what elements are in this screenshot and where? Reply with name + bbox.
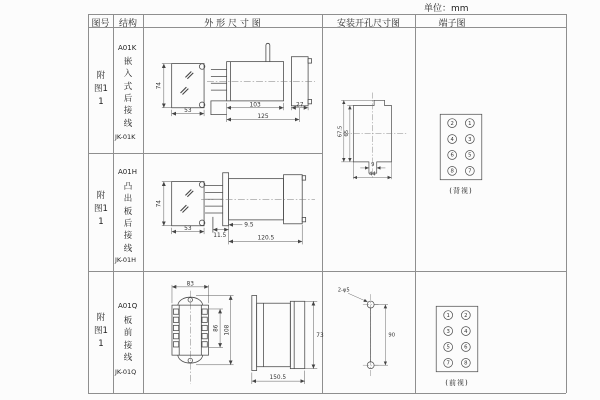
- row2-fig-no: 附图11: [94, 191, 108, 228]
- terminal-number: 3: [446, 328, 450, 335]
- row3-model: A01Q: [118, 302, 138, 310]
- terminal-number: 2: [464, 312, 468, 319]
- side-view: [207, 43, 315, 122]
- front-view: [156, 64, 204, 117]
- header-outline: 外 形 尺 寸 图: [204, 19, 261, 29]
- dim-body-length: 103: [249, 102, 261, 109]
- outline-drawing-jk01k: [148, 42, 320, 148]
- terminal-number: 6: [450, 152, 454, 159]
- col-figno-right-border: [113, 14, 114, 393]
- dim-outer-height: 108: [224, 324, 231, 336]
- dim-slot-width: 9: [371, 162, 375, 169]
- dim-holes: 2-φ5: [337, 287, 350, 294]
- col-structure-right-border: [143, 14, 144, 393]
- side-view: [201, 173, 315, 245]
- terminal-number: 4: [464, 328, 468, 335]
- dim-top-width: 83: [186, 281, 194, 288]
- table-right-border: [566, 14, 567, 393]
- terminal-number: 1: [468, 120, 472, 127]
- dim-cutout-width: 44: [369, 171, 376, 178]
- row3-structure-text: 板前接线: [123, 316, 133, 363]
- row1-fig-no: 附图11: [94, 71, 108, 108]
- terminal-number: 8: [450, 168, 454, 175]
- terminal-diagram-back: [438, 112, 484, 182]
- dim-inset: 9.5: [244, 222, 254, 229]
- nameplate-hatch-icon: [181, 71, 194, 94]
- terminal-number: 7: [468, 168, 472, 175]
- table-top-border: [88, 14, 566, 15]
- row1-structure-text: 嵌入式后接线: [123, 57, 133, 129]
- outline-drawing-jk01h: [148, 160, 320, 266]
- dim-front-width: 53: [184, 108, 192, 115]
- terminal-number: 1: [446, 312, 450, 319]
- terminal-back-view-label: (背视): [449, 187, 473, 195]
- row2-model: A01H: [118, 168, 137, 176]
- front-view: [156, 182, 204, 235]
- terminal-front-view-label: (前视): [445, 379, 469, 387]
- header-terminal: 端子图: [438, 19, 466, 29]
- unit-label: 单位：mm: [424, 4, 469, 14]
- dim-outer-height: 67.5: [337, 125, 344, 138]
- install-cutout-kh: [336, 88, 414, 182]
- dim-front-height: 74: [156, 199, 163, 208]
- table-bottom-border: [88, 393, 566, 394]
- row2-code: JK-01H: [115, 256, 137, 264]
- terminal-number: 5: [468, 152, 472, 159]
- terminal-number: 4: [450, 136, 454, 143]
- row3-fig-no: 附图11: [94, 313, 108, 350]
- install-holes-q: [336, 282, 414, 386]
- dim-inner-height: 86: [213, 324, 220, 332]
- dim-hole-spacing: 90: [388, 332, 396, 339]
- nameplate-hatch-icon: [181, 189, 194, 212]
- dim-height: 73: [316, 332, 324, 339]
- terminal-number: 3: [468, 136, 472, 143]
- dim-inner-height: 65: [344, 129, 351, 137]
- row1-model: A01K: [118, 44, 137, 52]
- terminal-number: 8: [464, 360, 468, 367]
- terminal-diagram-front: [434, 304, 480, 374]
- dim-total-length: 150.5: [269, 375, 287, 382]
- terminal-number: 5: [446, 344, 450, 351]
- terminal-number: 6: [464, 344, 468, 351]
- table-left-border: [88, 14, 89, 393]
- row2-structure-text: 凸出板后接线: [123, 182, 133, 254]
- col-install-right-border: [415, 14, 416, 393]
- dim-total-length: 125: [257, 114, 269, 121]
- row1-code: JK-01K: [115, 133, 136, 141]
- outline-drawing-jk01q: [146, 280, 324, 388]
- header-fig-no: 图号: [91, 19, 110, 29]
- row3-code: JK-01Q: [115, 368, 137, 376]
- terminal-number: 2: [450, 120, 454, 127]
- row2-row3-divider: [88, 271, 566, 272]
- side-view: [252, 296, 324, 385]
- dim-panel-front: 11.5: [213, 233, 227, 240]
- dim-rear-depth: 27: [296, 102, 304, 109]
- terminal-number: 7: [446, 360, 450, 367]
- header-structure: 结构: [118, 19, 137, 29]
- dim-total-length: 120.5: [257, 235, 275, 242]
- front-view: [172, 281, 234, 384]
- header-install: 安装开孔尺寸图: [336, 19, 400, 29]
- row1-row2-divider: [88, 153, 322, 154]
- dim-front-height: 74: [156, 81, 163, 90]
- dim-front-width: 53: [184, 226, 192, 233]
